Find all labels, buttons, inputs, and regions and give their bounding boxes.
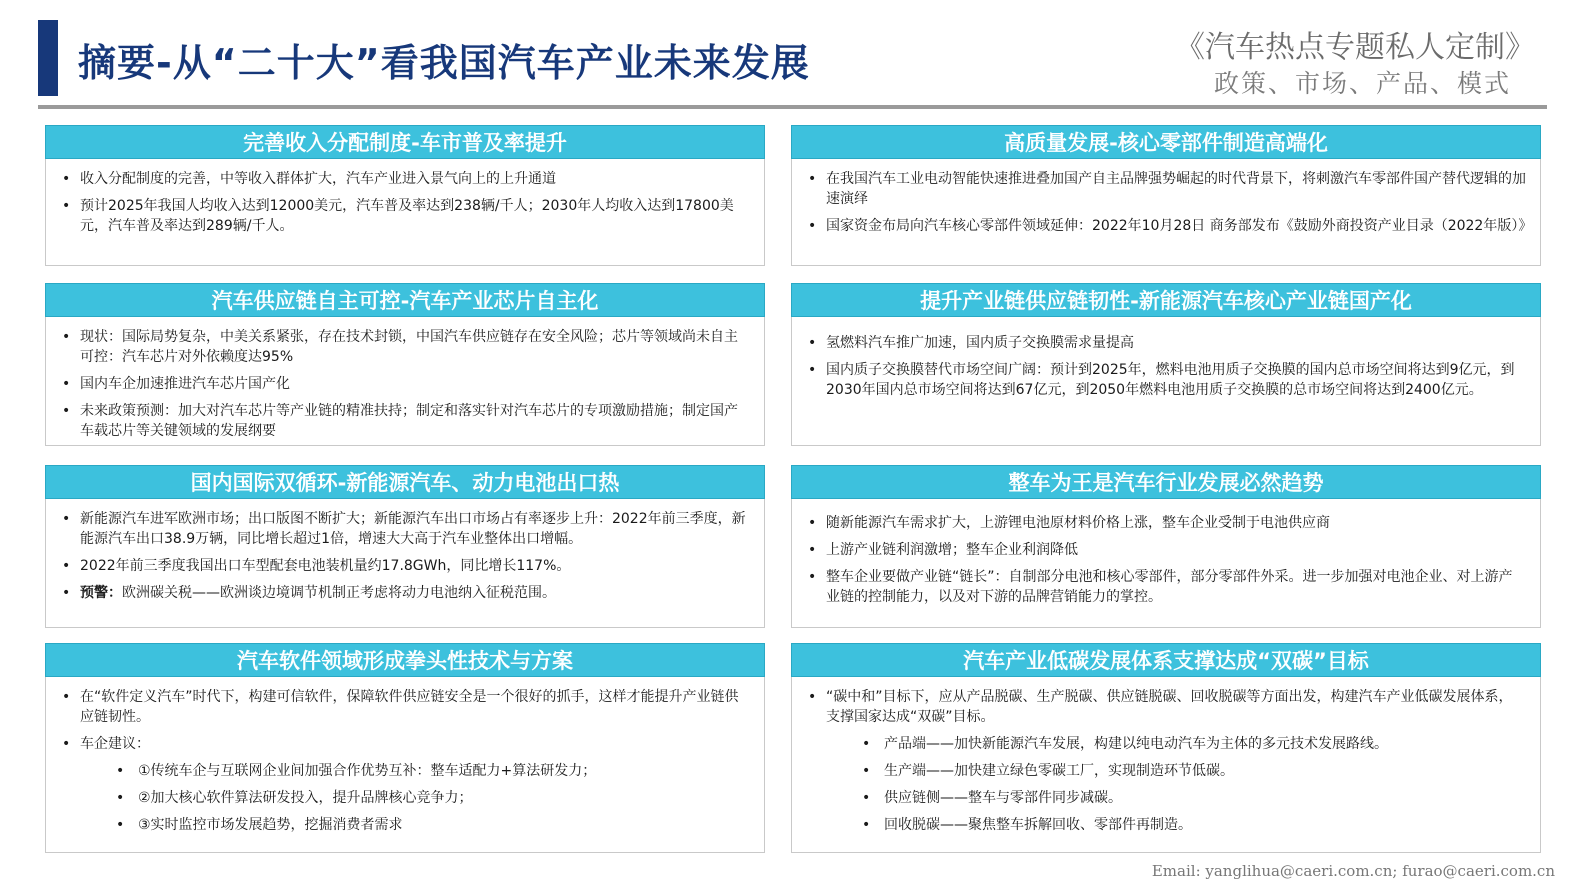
list-item: • 随新能源汽车需求扩大，上游锂电池原材料价格上涨，整车企业受制于电池供应商 <box>804 513 1526 533</box>
panel-body <box>45 499 765 628</box>
bullet-list <box>804 687 1526 835</box>
panel-core-components <box>791 125 1541 266</box>
panel-dual-circulation <box>45 465 765 628</box>
list-item: • 国内车企加速推进汽车芯片国产化 <box>58 374 750 394</box>
warning-label: 预警： <box>80 585 122 601</box>
panel-title: 汽车产业低碳发展体系支撑达成“双碳”目标 <box>791 643 1541 677</box>
panel-body <box>791 677 1541 853</box>
header-divider <box>38 105 1547 109</box>
panel-body <box>45 677 765 853</box>
panel-body <box>791 317 1541 446</box>
sub-list-item: • 供应链侧——整车与零部件同步减碳。 <box>804 788 1526 808</box>
list-item: • 在“软件定义汽车”时代下，构建可信软件，保障软件供应链安全是一个很好的抓手，这样才能提升产业链供应链韧性。 <box>58 687 750 727</box>
panel-low-carbon <box>791 643 1541 853</box>
bullet-list <box>58 169 750 236</box>
list-item: • 国内质子交换膜替代市场空间广阔：预计到2025年，燃料电池用质子交换膜的国内总市场空间将达到9亿元，到2030年国内总市场空间将达到67亿元，到2050年燃料电池用质子交换膜的总市场空间将达到2400亿元。 <box>804 360 1526 400</box>
panel-body <box>791 159 1541 266</box>
sub-list-item: • 生产端——加快建立绿色零碳工厂，实现制造环节低碳。 <box>804 761 1526 781</box>
bullet-list <box>58 327 750 441</box>
panel-nev-core-chain <box>791 283 1541 446</box>
panel-supply-chain-chips <box>45 283 765 446</box>
panel-title: 汽车供应链自主可控-汽车产业芯片自主化 <box>45 283 765 317</box>
list-item: • 收入分配制度的完善，中等收入群体扩大，汽车产业进入景气向上的上升通道 <box>58 169 750 189</box>
panel-body <box>45 317 765 446</box>
list-item: • 2022年前三季度我国出口车型配套电池装机量约17.8GWh，同比增长117%。 <box>58 556 750 576</box>
list-item: • 上游产业链利润激增；整车企业利润降低 <box>804 540 1526 560</box>
series-subtitle: 政策、市场、产品、模式 <box>1213 69 1511 98</box>
list-item: • 现状：国际局势复杂，中美关系紧张，存在技术封锁，中国汽车供应链存在安全风险；芯片等领域尚未自主可控：汽车芯片对外依赖度达95% <box>58 327 750 367</box>
footer-email: Email: yanglihua@caeri.com.cn; furao@caeri.com.cn <box>1151 862 1555 880</box>
bullet-list <box>804 513 1526 607</box>
panel-title: 汽车软件领域形成拳头性技术与方案 <box>45 643 765 677</box>
list-item <box>58 583 750 603</box>
panel-income-distribution <box>45 125 765 266</box>
title-accent-bar <box>38 20 58 96</box>
list-item: • 国家资金布局向汽车核心零部件领域延伸：2022年10月28日 商务部发布《鼓励外商投资产业目录（2022年版）》 <box>804 216 1526 236</box>
bullet-list <box>804 169 1533 236</box>
panel-title: 国内国际双循环-新能源汽车、动力电池出口热 <box>45 465 765 499</box>
bullet-list <box>58 509 750 603</box>
page-title: 摘要-从“二十大”看我国汽车产业未来发展 <box>78 41 810 85</box>
panel-vehicle-king <box>791 465 1541 628</box>
list-item: • 车企建议： <box>58 734 750 754</box>
sub-list-item: • ③实时监控市场发展趋势，挖掘消费者需求 <box>58 815 750 835</box>
panel-title: 高质量发展-核心零部件制造高端化 <box>791 125 1541 159</box>
list-item: • “碳中和”目标下，应从产品脱碳、生产脱碳、供应链脱碳、回收脱碳等方面出发，构建汽车产业低碳发展体系，支撑国家达成“双碳”目标。 <box>804 687 1526 727</box>
list-item: • 未来政策预测：加大对汽车芯片等产业链的精准扶持；制定和落实针对汽车芯片的专项激励措施；制定国产车载芯片等关键领域的发展纲要 <box>58 401 750 441</box>
warning-text: 欧洲碳关税——欧洲谈边境调节机制正考虑将动力电池纳入征税范围。 <box>122 585 556 601</box>
panel-body <box>45 159 765 266</box>
sub-list-item: • ①传统车企与互联网企业间加强合作优势互补：整车适配力+算法研发力； <box>58 761 750 781</box>
sub-list-item: • 回收脱碳——聚焦整车拆解回收、零部件再制造。 <box>804 815 1526 835</box>
panel-title: 整车为王是汽车行业发展必然趋势 <box>791 465 1541 499</box>
panel-title: 完善收入分配制度-车市普及率提升 <box>45 125 765 159</box>
list-item: • 氢燃料汽车推广加速，国内质子交换膜需求量提高 <box>804 333 1526 353</box>
bullet-list <box>804 333 1526 400</box>
list-item: • 在我国汽车工业电动智能快速推进叠加国产自主品牌强势崛起的时代背景下，将刺激汽车零部件国产替代逻辑的加速演绎 <box>804 169 1526 209</box>
sub-list-item: • 产品端——加快新能源汽车发展，构建以纯电动汽车为主体的多元技术发展路线。 <box>804 734 1526 754</box>
panel-title: 提升产业链供应链韧性-新能源汽车核心产业链国产化 <box>791 283 1541 317</box>
panel-body <box>791 499 1541 628</box>
list-item: • 预计2025年我国人均收入达到12000美元，汽车普及率达到238辆/千人；2030年人均收入达到17800美元，汽车普及率达到289辆/千人。 <box>58 196 750 236</box>
series-title: 《汽车热点专题私人定制》 <box>1175 30 1535 65</box>
sub-list-item: • ②加大核心软件算法研发投入，提升品牌核心竞争力； <box>58 788 750 808</box>
list-item: • 新能源汽车进军欧洲市场；出口版图不断扩大；新能源汽车出口市场占有率逐步上升：2022年前三季度，新能源汽车出口38.9万辆，同比增长超过1倍，增速大大高于汽车业整体出口增幅。 <box>58 509 750 549</box>
list-item: • 整车企业要做产业链“链长”：自制部分电池和核心零部件，部分零部件外采。进一步加强对电池企业、对上游产业链的控制能力，以及对下游的品牌营销能力的掌控。 <box>804 567 1526 607</box>
bullet-list <box>58 687 750 835</box>
panel-auto-software <box>45 643 765 853</box>
